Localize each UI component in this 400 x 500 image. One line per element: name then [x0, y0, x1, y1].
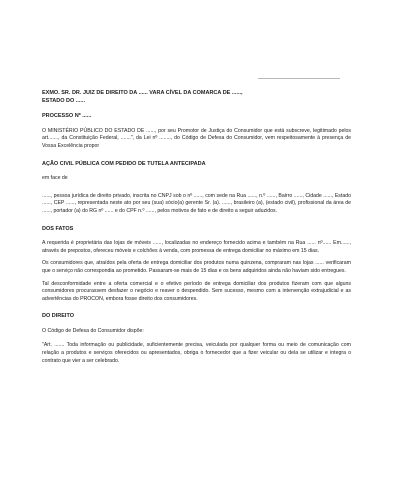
law-heading: DO DIREITO: [42, 313, 74, 320]
facts-paragraph-3: Tal desconformidade entre a oferta comercial e o efetivo período de entrega domiciliar dos produtos fizeram com que alguns consumidores procurassem desfazer o negócio e reaver o despendido. Sem sucesso, mesmo com a intervenção extrajudicial e as advertências do PROCON, embora fosse direito dos consumidores.: [42, 280, 351, 302]
intro-paragraph: O MINISTÉRIO PÚBLICO DO ESTADO DE ......, por seu Promotor de Justiça do Consumidor que está subscreve, legitimado pelos art......., da Constituição Federal, .......", da Lei nº ........, do Código de Defesa do Consumidor, vem respeitosamente à presença de Vossa Excelência propor: [42, 127, 351, 149]
process-number: PROCESSO Nº ......: [42, 113, 92, 120]
law-intro: O Código de Defesa do Consumidor dispõe:: [42, 327, 144, 334]
in-face-of: em face de: [42, 175, 68, 182]
defendant-paragraph: ......, pessoa jurídica de direito privado, inscrita no CNPJ sob o nº ......, com sede na Rua ......, n.º ......, Bairro ......, Cidade ......, Estado ......, CEP ......, representada neste ato por seu (sua) sócio(a) gerente Sr. (a). ......, brasileiro (a), (estado civil), profissional da área de ......, portador (a) do RG nº ...... e do CPF n.º ......, pelos motivos de fato e de direito a seguir aduzidos.: [42, 192, 351, 214]
header-rule: [258, 78, 340, 79]
facts-paragraph-2: Os consumidores que, atraídos pela oferta de entrega domiciliar dos produtos numa quinzena, compraram nas lojas ...... verificaram que o serviço não correspondia ao prometido. Passaram-se mais de 15 dias e os bens adquiridos ainda não haviam sido entregues.: [42, 260, 351, 274]
addressee: EXMO. SR. DR. JUIZ DE DIREITO DA ...... VARA CÍVEL DA COMARCA DE ......, ESTADO DO ......: [42, 90, 243, 104]
document-body: [42, 90, 351, 365]
law-quote: "Art. ....... Toda informação ou publicidade, suficientemente precisa, veiculada por qualquer forma ou meio de comunicação com relação a produtos e serviços oferecidos ou apresentados, obriga o fornecedor que a fizer veicular ou dela se utilizar e integra o contrato que vier a ser celebrado.: [42, 342, 351, 364]
facts-heading: DOS FATOS: [42, 225, 74, 232]
facts-paragraph-1: A requerida é proprietária das lojas de móveis ......, localizadas no endereço fornecido acima e também na Rua ...... nº...... Em......, através de prepostos, ofereceu móveis e colchões à venda, com promessa de entrega domiciliar no máximo em 15 dias.: [42, 240, 351, 254]
action-title: AÇÃO CIVIL PÚBLICA COM PEDIDO DE TUTELA ANTECIPADA: [42, 160, 206, 167]
